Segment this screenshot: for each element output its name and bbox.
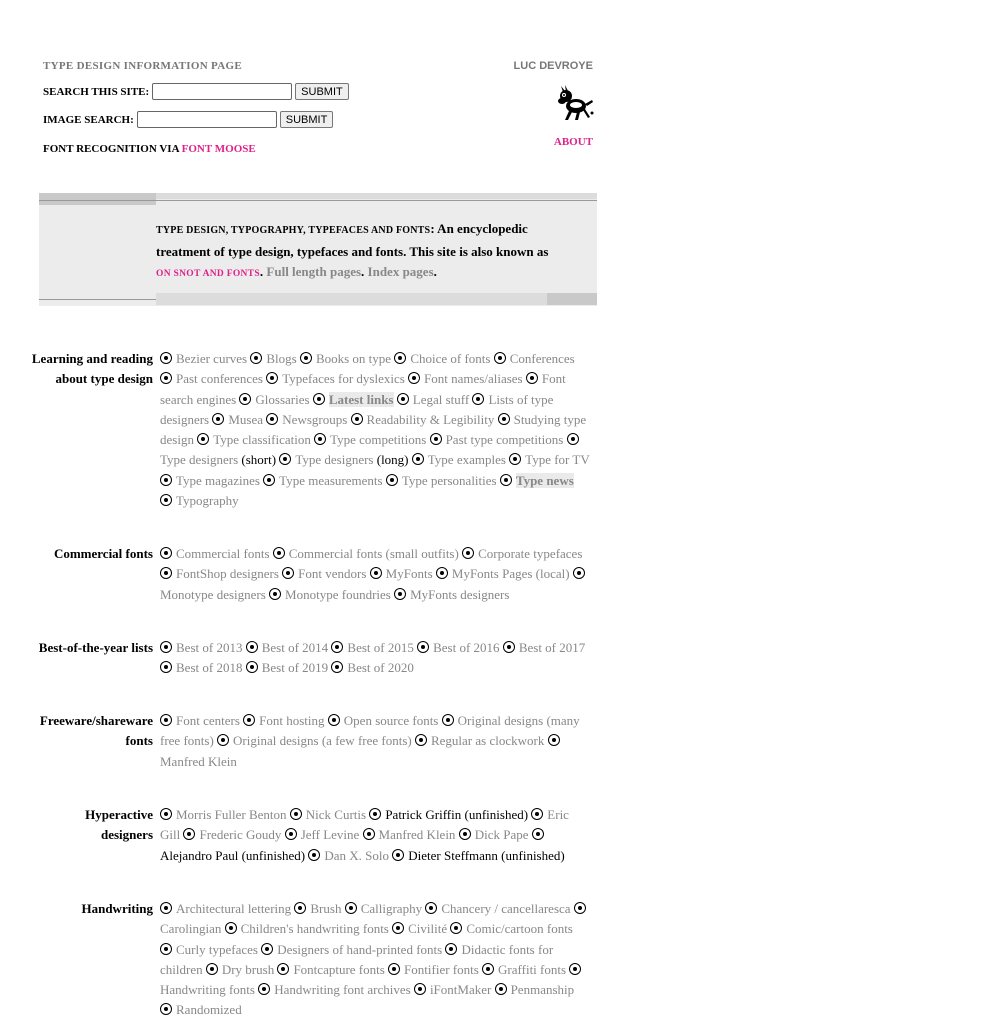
bullet-icon [160,567,172,579]
section-link[interactable]: Commercial fonts (small outfits) [288,546,459,561]
section-link[interactable]: Latest links [328,391,394,407]
banner-bottom-bar [156,293,597,305]
bullet-icon [290,808,302,820]
bullet-icon [294,902,306,914]
section-link[interactable]: Choice of fonts [410,351,491,366]
bullet-icon [183,828,195,840]
section-link[interactable]: Nick Curtis [305,807,367,822]
bullet-icon [246,641,258,653]
bullet-icon [408,372,420,384]
section-link[interactable]: Eric Gill [160,807,569,843]
section-link[interactable]: Dieter Steffmann (unfinished) [408,847,565,863]
section-link[interactable]: Musea [228,411,264,427]
section-link[interactable]: Best of 2016 [433,640,500,655]
section-link[interactable]: Font search engines [160,371,566,407]
section-heading: Best-of-the-year lists [38,640,153,655]
bullet-icon [509,453,521,465]
section-link[interactable]: Typography [176,493,239,509]
bullet-icon [494,352,506,364]
bullet-icon [392,849,404,861]
section-link[interactable]: Conferences [509,351,575,366]
section-link[interactable]: Past type competitions [445,432,564,448]
section-link[interactable]: Alejandro Paul (unfinished) [160,847,306,863]
section-link[interactable]: Type competitions [330,432,427,448]
font-moose-link[interactable]: FONT MOOSE [181,143,256,155]
bullet-icon [415,734,427,746]
bullet-icon [394,352,406,364]
bullet-icon [345,902,357,914]
section-link[interactable]: Jeff Levine [300,827,360,843]
section-link[interactable]: Font names/aliases [424,371,523,387]
section-link[interactable]: Comic/cartoon fonts [466,921,573,937]
bullet-icon [313,393,325,405]
section-link[interactable]: Frederic Goudy [199,827,282,843]
section-link[interactable]: Carolingian [160,921,222,937]
section-link[interactable]: Best of 2019 [261,660,329,676]
bullet-icon [574,902,586,914]
section-link[interactable]: Penmanship [510,982,575,998]
section-link[interactable]: Type personalities [401,472,497,488]
section-link[interactable]: Handwriting font archives [274,982,411,998]
section-link[interactable]: Best of 2014 [261,640,329,655]
section-heading: Learning and reading about type design [31,351,153,387]
bullet-icon [436,567,448,579]
image-search-input[interactable] [137,111,277,128]
bullet-icon [277,963,289,975]
image-search-submit-button[interactable]: SUBMIT [280,111,334,128]
bullet-icon [160,372,172,384]
bullet-icon [397,393,409,405]
bullet-icon [160,547,172,559]
banner-description: : An encyclopedic treatment of type design, typefaces and fonts. This site is also known as [156,221,549,259]
section-link[interactable]: MyFonts designers [410,586,510,602]
bullet-icon [445,943,457,955]
bullet-icon [328,714,340,726]
bullet-icon [266,372,278,384]
bullet-icon [273,547,285,559]
section-link[interactable]: Monotype foundries [285,586,391,602]
section-link[interactable]: Bezier curves [176,351,248,366]
bullet-icon [430,433,442,445]
section-link[interactable]: Blogs [266,351,297,366]
bullet-icon [532,828,544,840]
section-link[interactable]: Dry brush [221,961,275,977]
section-links [160,638,592,679]
bullet-icon [269,588,281,600]
bullet-icon [300,352,312,364]
section-link[interactable]: Lists of type designers [160,391,554,427]
banner-sep-1: . [259,264,267,279]
section-link[interactable]: FontShop designers [176,566,279,582]
bullet-icon [217,734,229,746]
bullet-icon [308,849,320,861]
bullet-icon [160,494,172,506]
section-link[interactable]: Best of 2020 [347,660,414,676]
bullet-icon [314,433,326,445]
bullet-icon [160,352,172,364]
full-length-pages-link[interactable]: Full length pages [266,264,362,279]
bullet-icon [160,641,172,653]
site-header [43,56,373,74]
bullet-icon [282,567,294,579]
section-link[interactable]: Past conferences [176,371,263,387]
bullet-icon [160,661,172,673]
bullet-icon [246,661,258,673]
bullet-icon [160,902,172,914]
bullet-icon [212,413,224,425]
site-search-input[interactable] [152,83,292,100]
bullet-icon [500,474,512,486]
bullet-icon [569,963,581,975]
bullet-icon [243,714,255,726]
section-link[interactable]: Type classification [213,432,311,448]
bullet-icon [160,474,172,486]
banner-top-bar [39,193,597,199]
section-link[interactable]: Regular as clockwork [430,733,545,749]
banner-end: . [433,264,437,279]
bullet-icon [261,943,273,955]
bullet-icon [526,372,538,384]
section-link[interactable]: Legal stuff [412,391,470,407]
section-link[interactable]: Font centers [176,713,240,728]
section-link[interactable]: Readability & Legibility [366,411,495,427]
section-link[interactable]: Fontcapture fonts [293,961,385,977]
section-link[interactable]: MyFonts Pages (local) [451,566,570,582]
section-heading: Hyperactive designers [85,807,153,843]
about-link[interactable]: ABOUT [553,136,593,148]
section-link[interactable]: MyFonts [385,566,433,582]
bullet-icon [482,963,494,975]
banner-top-rule [39,200,597,201]
section-link[interactable]: Books on type [315,351,392,366]
bullet-icon [160,943,172,955]
bullet-icon [459,828,471,840]
section-links [160,349,592,511]
section-link[interactable]: Type designers [160,452,239,468]
bullet-icon [279,453,291,465]
section-link[interactable]: Open source fonts [343,713,439,728]
section-link[interactable]: Type measurements [279,472,383,488]
section-link[interactable]: Manfred Klein [378,827,456,843]
section-link[interactable]: Morris Fuller Benton [176,807,287,822]
section-link[interactable]: Original designs (many free fonts) [160,713,580,749]
bullet-icon [495,983,507,995]
bullet-icon [370,567,382,579]
font-recognition-text: FONT RECOGNITION VIA [43,143,182,155]
site-search-submit-button[interactable]: SUBMIT [295,83,349,100]
author-block [500,56,593,74]
banner-aka-link[interactable]: ON SNOT AND FONTS [156,269,260,279]
section-link[interactable]: Manfred Klein [160,753,237,769]
bullet-icon [369,808,381,820]
section-link[interactable]: Children's handwriting fonts [240,921,389,937]
section-heading: Freeware/shareware fonts [39,713,153,749]
bullet-icon [239,393,251,405]
section-heading: Handwriting [81,901,153,916]
bullet-icon [573,567,585,579]
section-links [160,805,592,866]
bullet-icon [567,433,579,445]
bullet-icon [331,641,343,653]
section-link[interactable]: Best of 2017 [518,640,586,655]
section-link[interactable]: Best of 2013 [176,640,243,655]
bullet-icon [548,734,560,746]
section-link[interactable]: Chancery / cancellaresca [441,901,571,916]
section-link[interactable]: Brush [310,901,342,916]
image-search-label: IMAGE SEARCH: [43,113,134,126]
bullet-icon [425,902,437,914]
bullet-icon [472,393,484,405]
bullet-icon [414,983,426,995]
banner-sep-2: . [361,264,368,279]
section-link[interactable]: Graffiti fonts [498,961,567,977]
intro-banner [39,193,597,306]
section-link[interactable]: Dick Pape [474,827,529,843]
banner-lead: TYPE DESIGN, TYPOGRAPHY, TYPEFACES AND FONTS [156,225,431,236]
section-link[interactable]: Corporate typefaces [478,546,583,561]
bullet-icon [394,588,406,600]
bullet-icon [263,474,275,486]
bullet-icon [206,963,218,975]
section-link-suffix: (short) [238,452,277,468]
section-link[interactable]: Typefaces for dyslexics [282,371,405,387]
section-link[interactable]: Civilité [408,921,448,937]
section-link[interactable]: Best of 2018 [176,660,243,676]
bullet-icon [462,547,474,559]
section-link[interactable]: Patrick Griffin (unfinished) [385,807,529,822]
bullet-icon [450,922,462,934]
section-link[interactable]: Type designers [295,452,374,468]
banner-bottom-bar-accent [547,293,597,305]
font-recognition-line [43,143,256,155]
section-link[interactable]: Type magazines [176,472,260,488]
section-link[interactable]: Dan X. Solo [324,847,390,863]
section-link[interactable]: Type news [515,472,574,488]
image-search-form [43,111,333,128]
section-link[interactable]: Type examples [427,452,506,468]
section-links [160,711,592,772]
section-links [160,899,592,1021]
bullet-icon [160,714,172,726]
bullet-icon [412,453,424,465]
bullet-icon [503,641,515,653]
bullet-icon [386,474,398,486]
section-link[interactable]: Best of 2015 [347,640,414,655]
section-link[interactable]: Calligraphy [360,901,423,916]
section-link[interactable]: Fontifier fonts [404,961,479,977]
bullet-icon [363,828,375,840]
bullet-icon [392,922,404,934]
banner-top-bar-accent [39,193,156,205]
bullet-icon [331,661,343,673]
bullet-icon [285,828,297,840]
author-name: LUC DEVROYE [513,60,593,72]
section-link[interactable]: Type for TV [525,452,590,468]
donkey-logo-icon[interactable] [555,82,595,122]
site-search-label: SEARCH THIS SITE: [43,85,150,98]
bullet-icon [531,808,543,820]
section-link[interactable]: Architectural lettering [176,901,292,916]
section-heading: Commercial fonts [53,546,153,561]
bullet-icon [160,808,172,820]
section-link[interactable]: Randomized [176,1002,242,1018]
bullet-icon [225,922,237,934]
section-link[interactable]: Glossaries [255,391,310,407]
section-links [160,544,592,605]
section-link[interactable]: Handwriting fonts [160,982,255,998]
banner-text [156,219,556,285]
section-link[interactable]: Designers of hand-printed fonts [277,941,443,957]
bullet-icon [266,413,278,425]
section-link-suffix: (long) [373,452,409,468]
bullet-icon [351,413,363,425]
section-link[interactable]: Original designs (a few free fonts) [233,733,412,749]
bullet-icon [388,963,400,975]
bullet-icon [258,983,270,995]
bullet-icon [160,1003,172,1015]
bullet-icon [197,433,209,445]
bullet-icon [498,413,510,425]
bullet-icon [442,714,454,726]
bullet-icon [250,352,262,364]
section-link[interactable]: Commercial fonts [176,546,270,561]
bullet-icon [417,641,429,653]
section-link[interactable]: Didactic fonts for children [160,941,554,977]
section-link[interactable]: Studying type design [160,411,587,448]
section-link[interactable]: iFontMaker [429,982,492,998]
section-link[interactable]: Font vendors [298,566,367,582]
site-title: TYPE DESIGN INFORMATION PAGE [43,60,242,72]
index-pages-link[interactable]: Index pages [367,264,434,279]
section-link[interactable]: Curly typefaces [176,941,258,957]
section-link[interactable]: Monotype designers [160,586,266,602]
site-search-form [43,83,349,100]
section-link[interactable]: Newsgroups [282,411,348,427]
section-link[interactable]: Font hosting [259,713,325,728]
